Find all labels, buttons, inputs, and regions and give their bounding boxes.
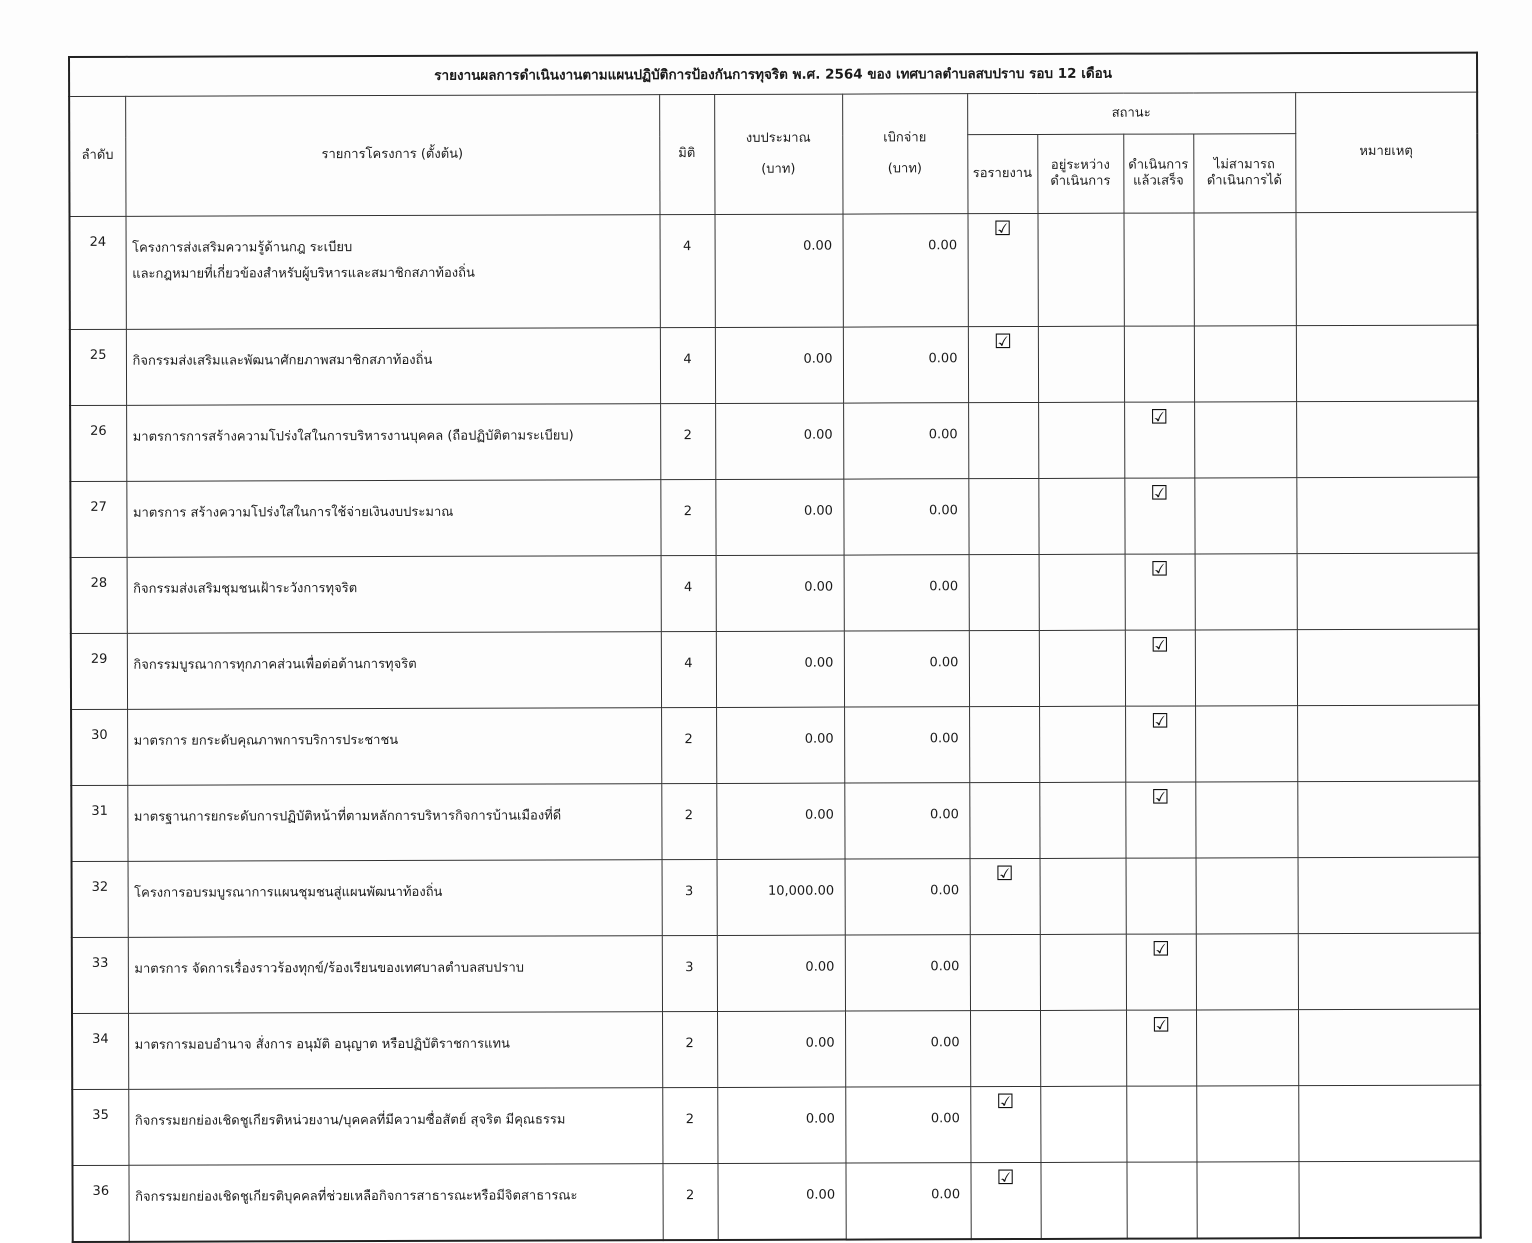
- checked-box-icon: ☑: [1150, 404, 1169, 429]
- status-unable-cell: [1196, 1010, 1298, 1086]
- dimension-cell: 2: [662, 1087, 717, 1163]
- remark-cell: [1296, 401, 1478, 478]
- status-waiting-cell: [969, 706, 1039, 782]
- checked-box-icon: ☑: [993, 329, 1012, 354]
- row-number: 28: [71, 557, 127, 633]
- spent-cell: 0.00: [844, 707, 969, 783]
- dimension-cell: 2: [662, 1163, 717, 1240]
- status-waiting-cell: [969, 630, 1039, 706]
- checked-box-icon: ☑: [996, 1089, 1015, 1114]
- header-project: รายการโครงการ (ตั้งต้น): [125, 95, 659, 217]
- status-done-cell: [1126, 934, 1196, 1010]
- dimension-cell: 4: [661, 555, 716, 631]
- status-inprogress-cell: [1040, 1010, 1126, 1086]
- table-body: [70, 212, 1481, 1242]
- remark-cell: [1297, 705, 1479, 782]
- status-inprogress-cell: [1039, 706, 1125, 782]
- header-status-inprogress: [1037, 134, 1123, 213]
- status-done-cell: [1124, 478, 1194, 554]
- status-waiting-cell: [970, 858, 1040, 934]
- status-waiting-cell: [969, 554, 1039, 630]
- header-inprogress-line2: ดำเนินการ: [1050, 173, 1111, 189]
- header-spent: [842, 94, 967, 214]
- header-spent-line2: (บาท): [887, 160, 923, 176]
- dimension-cell: 3: [662, 859, 717, 935]
- project-name: [128, 936, 662, 1014]
- budget-cell: 0.00: [716, 783, 844, 859]
- row-number: 30: [71, 709, 127, 785]
- status-inprogress-cell: [1040, 1162, 1126, 1239]
- budget-cell: 0.00: [716, 555, 844, 631]
- dimension-cell: 3: [662, 935, 717, 1011]
- status-inprogress-cell: [1039, 554, 1125, 630]
- checked-box-icon: ☑: [1151, 708, 1170, 733]
- status-waiting-cell: [968, 402, 1038, 478]
- row-number: 27: [70, 481, 126, 557]
- checked-box-icon: ☑: [995, 861, 1014, 886]
- status-done-cell: [1126, 858, 1196, 934]
- table-row: [72, 1009, 1480, 1089]
- spent-cell: 0.00: [845, 859, 970, 935]
- status-unable-cell: [1196, 1162, 1298, 1239]
- status-waiting-cell: [970, 1010, 1040, 1086]
- dimension-cell: 2: [660, 403, 715, 479]
- spent-cell: 0.00: [845, 1087, 970, 1163]
- project-name-line1: กิจกรรมบูรณาการทุกภาคส่วนเพื่อต่อต้านการทุจริต: [133, 656, 417, 673]
- project-name: [127, 784, 661, 862]
- spent-cell: 0.00: [845, 935, 970, 1011]
- status-inprogress-cell: [1040, 858, 1126, 934]
- status-waiting-cell: [969, 782, 1039, 858]
- project-name: [128, 860, 662, 938]
- header-spent-line1: เบิกจ่าย: [883, 130, 927, 146]
- header-done-line2: แล้วเสร็จ: [1133, 173, 1184, 189]
- status-done-cell: [1125, 630, 1195, 706]
- header-status: สถานะ: [967, 93, 1295, 135]
- header-remark: หมายเหตุ: [1295, 92, 1477, 213]
- project-name: [127, 556, 661, 634]
- status-waiting-cell: [970, 1162, 1040, 1239]
- spent-cell: 0.00: [843, 479, 968, 555]
- dimension-cell: 2: [661, 707, 716, 783]
- budget-cell: 0.00: [715, 214, 843, 327]
- status-inprogress-cell: [1038, 326, 1124, 402]
- status-unable-cell: [1194, 326, 1296, 402]
- header-budget: [714, 94, 842, 214]
- project-name-line1: กิจกรรมยกย่องเชิดชูเกียรติหน่วยงาน/บุคคลที่มีความซื่อสัตย์ สุจริต มีคุณธรรม: [134, 1112, 566, 1129]
- status-waiting-cell: [967, 213, 1037, 326]
- remark-cell: [1297, 781, 1479, 858]
- remark-cell: [1298, 1009, 1480, 1086]
- header-unable-line2: ดำเนินการได้: [1206, 173, 1282, 189]
- status-done-cell: [1126, 1010, 1196, 1086]
- row-number: 34: [72, 1013, 128, 1089]
- checked-box-icon: ☑: [996, 1165, 1015, 1190]
- project-name: [128, 1088, 662, 1166]
- header-budget-line1: งบประมาณ: [745, 130, 811, 147]
- budget-cell: 0.00: [717, 1011, 845, 1087]
- report-table: [68, 52, 1482, 1243]
- header-done-line1: ดำเนินการ: [1128, 157, 1189, 173]
- header-unable-line1: ไม่สามารถ: [1213, 156, 1275, 173]
- project-name: [126, 404, 660, 482]
- checked-box-icon: ☑: [1150, 632, 1169, 657]
- checked-box-icon: ☑: [1150, 480, 1169, 505]
- project-name: [127, 632, 661, 710]
- budget-cell: 0.00: [715, 327, 843, 403]
- spent-cell: 0.00: [844, 631, 969, 707]
- table-row: [72, 857, 1480, 937]
- header-dimension: มิติ: [659, 94, 714, 214]
- spent-cell: 0.00: [843, 327, 968, 403]
- budget-cell: 0.00: [715, 479, 843, 555]
- status-inprogress-cell: [1039, 630, 1125, 706]
- status-waiting-cell: [968, 326, 1038, 402]
- status-inprogress-cell: [1039, 782, 1125, 858]
- row-number: 24: [70, 216, 126, 329]
- budget-cell: 0.00: [717, 1087, 845, 1163]
- budget-cell: 0.00: [717, 935, 845, 1011]
- budget-cell: 10,000.00: [717, 859, 845, 935]
- remark-cell: [1296, 477, 1478, 554]
- status-done-cell: [1124, 402, 1194, 478]
- project-name: [128, 1164, 662, 1242]
- project-name: [128, 1012, 662, 1090]
- header-status-unable: [1193, 134, 1295, 213]
- status-unable-cell: [1196, 858, 1298, 934]
- header-status-done: [1123, 134, 1193, 213]
- status-unable-cell: [1194, 478, 1296, 554]
- row-number: 26: [70, 405, 126, 481]
- row-number: 33: [72, 937, 128, 1013]
- status-unable-cell: [1195, 706, 1297, 782]
- table-row: [71, 781, 1479, 861]
- dimension-cell: 2: [660, 479, 715, 555]
- checked-box-icon: ☑: [993, 216, 1012, 241]
- remark-cell: [1298, 857, 1480, 934]
- status-inprogress-cell: [1040, 934, 1126, 1010]
- header-inprogress-line1: อยู่ระหว่าง: [1050, 157, 1110, 173]
- spent-cell: 0.00: [844, 555, 969, 631]
- status-unable-cell: [1195, 554, 1297, 630]
- status-done-cell: [1123, 213, 1193, 326]
- checked-box-icon: ☑: [1150, 556, 1169, 581]
- project-name-line1: มาตรการ สร้างความโปร่งใสในการใช้จ่ายเงินงบประมาณ: [132, 504, 454, 521]
- table-row: [72, 1085, 1480, 1165]
- project-name-line1: มาตรการ ยกระดับคุณภาพการบริการประชาชน: [133, 732, 399, 749]
- header-budget-line2: (บาท): [761, 161, 796, 177]
- project-name: [126, 215, 660, 330]
- dimension-cell: 2: [662, 1011, 717, 1087]
- project-name-line1: โครงการส่งเสริมความรู้ด้านกฎ ระเบียบ: [132, 240, 353, 256]
- status-inprogress-cell: [1037, 213, 1123, 326]
- table-row: [72, 933, 1480, 1013]
- status-done-cell: [1125, 554, 1195, 630]
- project-name-line1: โครงการอบรมบูรณาการแผนชุมชนสู่แผนพัฒนาท้องถิ่น: [134, 884, 443, 901]
- status-done-cell: [1125, 706, 1195, 782]
- table-row: [71, 705, 1479, 785]
- dimension-cell: 4: [661, 631, 716, 707]
- status-done-cell: [1124, 326, 1194, 402]
- project-name-line1: มาตรฐานการยกระดับการปฏิบัติหน้าที่ตามหลักการบริหารกิจการบ้านเมืองที่ดี: [133, 808, 562, 825]
- project-name-line1: มาตรการ จัดการเรื่องราวร้องทุกข์/ร้องเรียนของเทศบาลตำบลสบปราบ: [134, 960, 525, 977]
- dimension-cell: 2: [661, 783, 716, 859]
- status-done-cell: [1125, 782, 1195, 858]
- budget-cell: 0.00: [717, 1163, 845, 1240]
- remark-cell: [1297, 629, 1479, 706]
- status-waiting-cell: [968, 478, 1038, 554]
- status-unable-cell: [1195, 630, 1297, 706]
- report-title: รายงานผลการดำเนินงานตามแผนปฏิบัติการป้องกันการทุจริต พ.ศ. 2564 ของ เทศบาลตำบลสบปราบ รอบ 12 เดือน: [69, 53, 1477, 97]
- spent-cell: 0.00: [844, 783, 969, 859]
- status-inprogress-cell: [1038, 402, 1124, 478]
- spent-cell: 0.00: [843, 214, 968, 327]
- project-name-line2: และกฎหมายที่เกี่ยวข้องสำหรับผู้บริหารและสมาชิกสภาท้องถิ่น: [132, 265, 475, 283]
- project-name: [126, 328, 660, 406]
- budget-cell: 0.00: [716, 631, 844, 707]
- row-number: 29: [71, 633, 127, 709]
- project-name: [127, 708, 661, 786]
- checked-box-icon: ☑: [1151, 784, 1170, 809]
- project-name-line1: กิจกรรมยกย่องเชิดชูเกียรติบุคคลที่ช่วยเหลือกิจการสาธารณะหรือมีจิตสาธารณะ: [135, 1188, 578, 1205]
- status-unable-cell: [1194, 402, 1296, 478]
- spent-cell: 0.00: [845, 1011, 970, 1087]
- project-name-line1: กิจกรรมส่งเสริมและพัฒนาศักยภาพสมาชิกสภาท้องถิ่น: [132, 352, 433, 369]
- remark-cell: [1295, 212, 1477, 326]
- project-name-line1: มาตรการการสร้างความโปร่งใสในการบริหารงานบุคคล (ถือปฏิบัติตามระเบียบ): [132, 428, 574, 445]
- table-row: [71, 553, 1479, 633]
- checked-box-icon: ☑: [1152, 1012, 1171, 1037]
- dimension-cell: 4: [660, 327, 715, 403]
- remark-cell: [1297, 553, 1479, 630]
- status-inprogress-cell: [1038, 478, 1124, 554]
- table-row: [71, 629, 1479, 709]
- remark-cell: [1298, 1085, 1480, 1162]
- table-row: [70, 401, 1478, 481]
- table-row: [70, 477, 1478, 557]
- row-number: 32: [72, 861, 128, 937]
- status-waiting-cell: [970, 1086, 1040, 1162]
- status-unable-cell: [1193, 213, 1295, 326]
- status-unable-cell: [1195, 782, 1297, 858]
- project-name-line1: มาตรการมอบอำนาจ สั่งการ อนุมัติ อนุญาต หรือปฏิบัติราชการแทน: [134, 1036, 510, 1053]
- remark-cell: [1296, 325, 1478, 402]
- row-number: 25: [70, 329, 126, 405]
- row-number: 31: [71, 785, 127, 861]
- checked-box-icon: ☑: [1151, 936, 1170, 961]
- budget-cell: 0.00: [715, 403, 843, 479]
- project-name-line1: กิจกรรมส่งเสริมชุมชนเฝ้าระวังการทุจริต: [133, 581, 358, 597]
- status-inprogress-cell: [1040, 1086, 1126, 1162]
- table-row: [70, 212, 1478, 329]
- row-number: 35: [72, 1089, 128, 1165]
- status-done-cell: [1126, 1086, 1196, 1162]
- header-order: ลำดับ: [69, 96, 125, 216]
- row-number: 36: [72, 1165, 128, 1242]
- header-status-waiting: รอรายงาน: [967, 134, 1037, 213]
- status-done-cell: [1126, 1162, 1196, 1239]
- spent-cell: 0.00: [845, 1163, 970, 1240]
- project-name: [126, 480, 660, 558]
- budget-cell: 0.00: [716, 707, 844, 783]
- status-unable-cell: [1196, 934, 1298, 1010]
- status-waiting-cell: [970, 934, 1040, 1010]
- table-row: [72, 1161, 1480, 1242]
- dimension-cell: 4: [660, 214, 715, 327]
- status-unable-cell: [1196, 1086, 1298, 1162]
- remark-cell: [1298, 933, 1480, 1010]
- table-row: [70, 325, 1478, 405]
- remark-cell: [1298, 1161, 1480, 1238]
- spent-cell: 0.00: [843, 403, 968, 479]
